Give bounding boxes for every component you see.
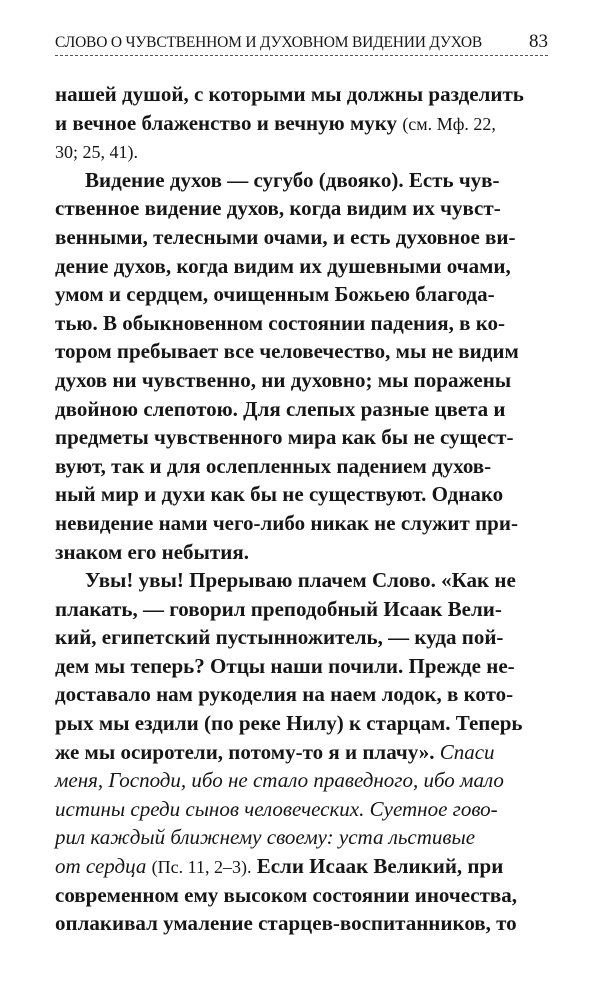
- text-segment: умом и сердцем, очищенным Божьею благода-: [55, 282, 495, 307]
- italic-quote-segment: рил каждый ближнему своему: уста льстивые: [55, 825, 476, 850]
- text-line: [55, 366, 548, 395]
- text-line: [55, 709, 548, 738]
- text-segment: тором пребывает все человечество, мы не видим: [55, 339, 519, 364]
- text-segment: тью. В обыкновенном состоянии падения, в ко-: [55, 310, 506, 335]
- text-segment: оплакивал умаление старцев-воспитанников, то: [55, 911, 517, 936]
- text-line: [55, 223, 548, 252]
- running-title: СЛОВО О ЧУВСТВЕННОМ И ДУХОВНОМ ВИДЕНИИ ДУХОВ: [55, 34, 483, 51]
- text-line: [55, 738, 548, 767]
- text-line: [55, 566, 548, 595]
- text-line: [55, 80, 548, 109]
- text-segment: ный мир и духи как бы не существуют. Однако: [55, 482, 504, 507]
- text-line: [55, 166, 548, 195]
- italic-quote-segment: истины среди сынов человеческих. Суетное гово-: [55, 796, 498, 821]
- text-line: [55, 480, 548, 509]
- text-segment: плакать, — говорил преподобный Исаак Вели-: [55, 596, 502, 621]
- text-segment: венными, телесными очами, и есть духовное ви-: [55, 224, 516, 249]
- text-line: [55, 194, 548, 223]
- italic-quote-segment: от сердца: [55, 854, 147, 879]
- text-line: [55, 909, 548, 938]
- text-segment: Увы! увы! Прерываю плачем Слово. «Как не: [85, 568, 516, 593]
- text-line: [55, 652, 548, 681]
- text-segment: Видение духов — сугубо (двояко). Есть чув-: [85, 167, 500, 192]
- text-segment: ственное видение духов, когда видим их чувст-: [55, 196, 501, 221]
- text-line: [55, 823, 548, 852]
- text-line: [55, 795, 548, 824]
- text-segment: же мы осиротели, потому-то я и плачу».: [55, 739, 440, 764]
- text-line: [55, 252, 548, 281]
- text-line: [55, 280, 548, 309]
- text-line: [55, 109, 548, 138]
- italic-quote-segment: Спаси: [439, 739, 495, 764]
- text-line: [55, 623, 548, 652]
- text-segment: двойною слепотою. Для слепых разные цвета и: [55, 396, 506, 421]
- reference-segment: 30; 25, 41).: [55, 142, 138, 163]
- text-segment: доставало нам рукоделия на наем лодок, в кото-: [55, 682, 514, 707]
- text-segment: вуют, так и для ослепленных падением духов-: [55, 453, 492, 478]
- page-number: 83: [529, 31, 548, 52]
- text-line: [55, 337, 548, 366]
- text-line: [55, 137, 548, 166]
- text-line: [55, 509, 548, 538]
- text-line: [55, 309, 548, 338]
- text-segment: духов ни чувственно, ни духовно; мы поражены: [55, 367, 512, 392]
- text-line: [55, 852, 548, 881]
- text-line: [55, 423, 548, 452]
- text-line: [55, 680, 548, 709]
- text-segment: кий, египетский пустынножитель, — куда пой-: [55, 625, 504, 650]
- text-line: [55, 595, 548, 624]
- text-segment: невидение нами чего-либо никак не служит при-: [55, 510, 518, 535]
- text-line: [55, 538, 548, 567]
- text-segment: дем мы теперь? Отцы наши почили. Прежде не-: [55, 653, 515, 678]
- reference-segment: (Пс. 11, 2–3).: [151, 857, 252, 878]
- text-segment: предметы чувственного мира как бы не сущест-: [55, 425, 514, 450]
- text-segment: рых мы ездили (по реке Нилу) к старцам. Теперь: [55, 711, 523, 736]
- text-segment: Если Исаак Великий, при: [251, 854, 504, 879]
- text-line: [55, 766, 548, 795]
- text-line: [55, 452, 548, 481]
- text-segment: дение духов, когда видим их душевными очами,: [55, 253, 511, 278]
- running-header: [55, 29, 548, 56]
- text-segment: современном ему высоком состоянии иночества,: [55, 882, 518, 907]
- text-line: [55, 881, 548, 910]
- text-segment: и вечное блаженство и вечную муку: [55, 110, 403, 135]
- text-segment: нашей душой, с которыми мы должны разделить: [55, 82, 524, 106]
- reference-segment: (см. Мф. 22,: [402, 113, 496, 134]
- italic-quote-segment: меня, Господи, ибо не стало праведного, ибо мало: [55, 768, 504, 793]
- text-segment: знаком его небытия.: [55, 539, 249, 564]
- text-line: [55, 395, 548, 424]
- page-body-text: [55, 80, 548, 938]
